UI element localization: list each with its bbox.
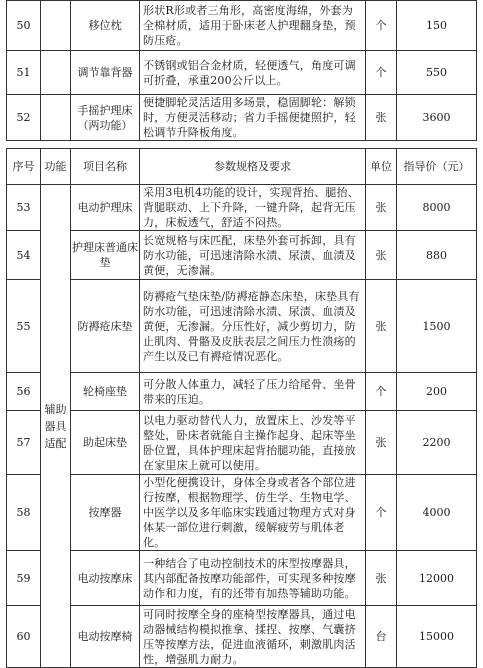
row-number: 53 bbox=[7, 185, 41, 231]
function-cell bbox=[41, 1, 71, 51]
item-spec: 可分散人体重力，减轻了压力给尾骨、坐骨带来的压迫。 bbox=[140, 373, 366, 411]
item-unit: 张 bbox=[366, 280, 397, 373]
item-spec: 以电力驱动替代人力，放置床上、沙发等平整处，卧床者就能自主操作起身、起床等坐卧位置，具体护理床起背抬腿功能，直接放在家里床上就可以使用。 bbox=[140, 411, 366, 475]
item-price: 15000 bbox=[397, 606, 477, 668]
item-price: 8000 bbox=[397, 185, 477, 231]
function-group bbox=[41, 185, 71, 668]
item-price: 550 bbox=[397, 51, 477, 95]
row-number: 55 bbox=[7, 280, 41, 373]
row-number: 50 bbox=[7, 1, 41, 51]
item-spec: 防褥疮气垫床垫/防褥疮静态床垫，床垫具有防水功能，可迅速清除水渍、尿渍、血渍及黄便，无渗漏。分压性好，减少剪切力，防止肌肉、骨骼及皮肤表层之间压力性溃疡的产生以及已有褥疮情况恶化。 bbox=[140, 280, 366, 373]
item-spec: 可同时按摩全身的座椅型按摩器具，通过电动器械结构模拟推拿、揉捏、按摩、气囊挤压等按摩方法，促进血液循环，刺激肌肉活性，增强肌力耐力。 bbox=[140, 606, 366, 668]
item-name: 调节靠背器 bbox=[71, 51, 140, 95]
table-row bbox=[7, 551, 477, 606]
row-number: 52 bbox=[7, 95, 41, 141]
item-unit: 张 bbox=[366, 185, 397, 231]
item-spec: 长宽规格与床匹配，床垫外套可拆卸，具有防水功能，可迅速清除水渍、尿渍、血渍及黄便，无渗漏。 bbox=[140, 231, 366, 280]
table-row bbox=[7, 185, 477, 231]
item-name: 助起床垫 bbox=[71, 411, 140, 475]
item-name: 轮椅座垫 bbox=[71, 373, 140, 411]
table-row bbox=[7, 95, 477, 141]
item-name: 电动按摩床 bbox=[71, 551, 140, 606]
item-unit: 个 bbox=[366, 373, 397, 411]
item-name: 电动按摩椅 bbox=[71, 606, 140, 668]
header-item-name: 项目名称 bbox=[71, 149, 140, 185]
item-name: 护理床普通床垫 bbox=[71, 231, 140, 280]
item-name: 防褥疮床垫 bbox=[71, 280, 140, 373]
item-name: 手摇护理床（两功能） bbox=[71, 95, 140, 141]
continued-table bbox=[6, 0, 477, 141]
item-price: 880 bbox=[397, 231, 477, 280]
item-price: 12000 bbox=[397, 551, 477, 606]
item-unit: 个 bbox=[366, 475, 397, 551]
item-name: 按摩器 bbox=[71, 475, 140, 551]
item-unit: 张 bbox=[366, 231, 397, 280]
row-number: 56 bbox=[7, 373, 41, 411]
table-row bbox=[7, 606, 477, 668]
item-spec: 一种结合了电动控制技术的床型按摩器具，其内部配备按摩功能部件，可实现多种按摩动作和力度，有的还带有加热等辅助功能。 bbox=[140, 551, 366, 606]
item-spec: 采用3电机4功能的设计，实现背抬、腿抬、背腿联动、上下升降，一键升降，起背无压力，床板透气，舒适不闷热。 bbox=[140, 185, 366, 231]
row-number: 54 bbox=[7, 231, 41, 280]
table-row bbox=[7, 1, 477, 51]
table-row bbox=[7, 411, 477, 475]
function-cell bbox=[41, 51, 71, 95]
function-cell bbox=[41, 95, 71, 141]
item-unit: 台 bbox=[366, 606, 397, 668]
equipment-table bbox=[6, 148, 477, 668]
item-unit: 张 bbox=[366, 551, 397, 606]
function-group-label: 辅助器具适配 bbox=[44, 402, 67, 450]
table-row bbox=[7, 373, 477, 411]
header-unit: 单位 bbox=[366, 149, 397, 185]
item-spec: 不锈钢或铝合金材质，轻便透气，角度可调可折叠，承重200公斤以上。 bbox=[140, 51, 366, 95]
item-unit: 个 bbox=[366, 1, 397, 51]
table-row bbox=[7, 280, 477, 373]
item-unit: 张 bbox=[366, 411, 397, 475]
item-unit: 个 bbox=[366, 51, 397, 95]
table-header-row bbox=[7, 149, 477, 185]
item-price: 200 bbox=[397, 373, 477, 411]
header-spec: 参数规格及要求 bbox=[140, 149, 366, 185]
item-price: 2200 bbox=[397, 411, 477, 475]
item-name: 移位枕 bbox=[71, 1, 140, 51]
item-spec: 便捷脚轮灵活适用多场景，稳固脚轮：解锁时，方便灵活移动；省力手摇便捷照护，轻松调节升降板角度。 bbox=[140, 95, 366, 141]
header-function: 功能 bbox=[41, 149, 71, 185]
row-number: 60 bbox=[7, 606, 41, 668]
row-number: 57 bbox=[7, 411, 41, 475]
item-unit: 张 bbox=[366, 95, 397, 141]
item-spec: 形状R形或者三角形，高密度海绵，外套为全棉材质，适用于卧床老人护理翻身垫，预防压疮。 bbox=[140, 1, 366, 51]
item-name: 电动护理床 bbox=[71, 185, 140, 231]
header-number: 序号 bbox=[7, 149, 41, 185]
table-row bbox=[7, 475, 477, 551]
item-price: 1500 bbox=[397, 280, 477, 373]
header-price: 指导价（元） bbox=[397, 149, 477, 185]
item-price: 4000 bbox=[397, 475, 477, 551]
item-spec: 小型化便携设计，身体全身或者各个部位进行按摩，根据物理学、仿生学、生物电学、中医学以及多年临床实践通过物理方式对身体某一部位进行刺激，缓解疲劳与肌体老化。 bbox=[140, 475, 366, 551]
row-number: 51 bbox=[7, 51, 41, 95]
item-price: 3600 bbox=[397, 95, 477, 141]
item-price: 150 bbox=[397, 1, 477, 51]
table-row bbox=[7, 231, 477, 280]
table-row bbox=[7, 51, 477, 95]
row-number: 58 bbox=[7, 475, 41, 551]
row-number: 59 bbox=[7, 551, 41, 606]
